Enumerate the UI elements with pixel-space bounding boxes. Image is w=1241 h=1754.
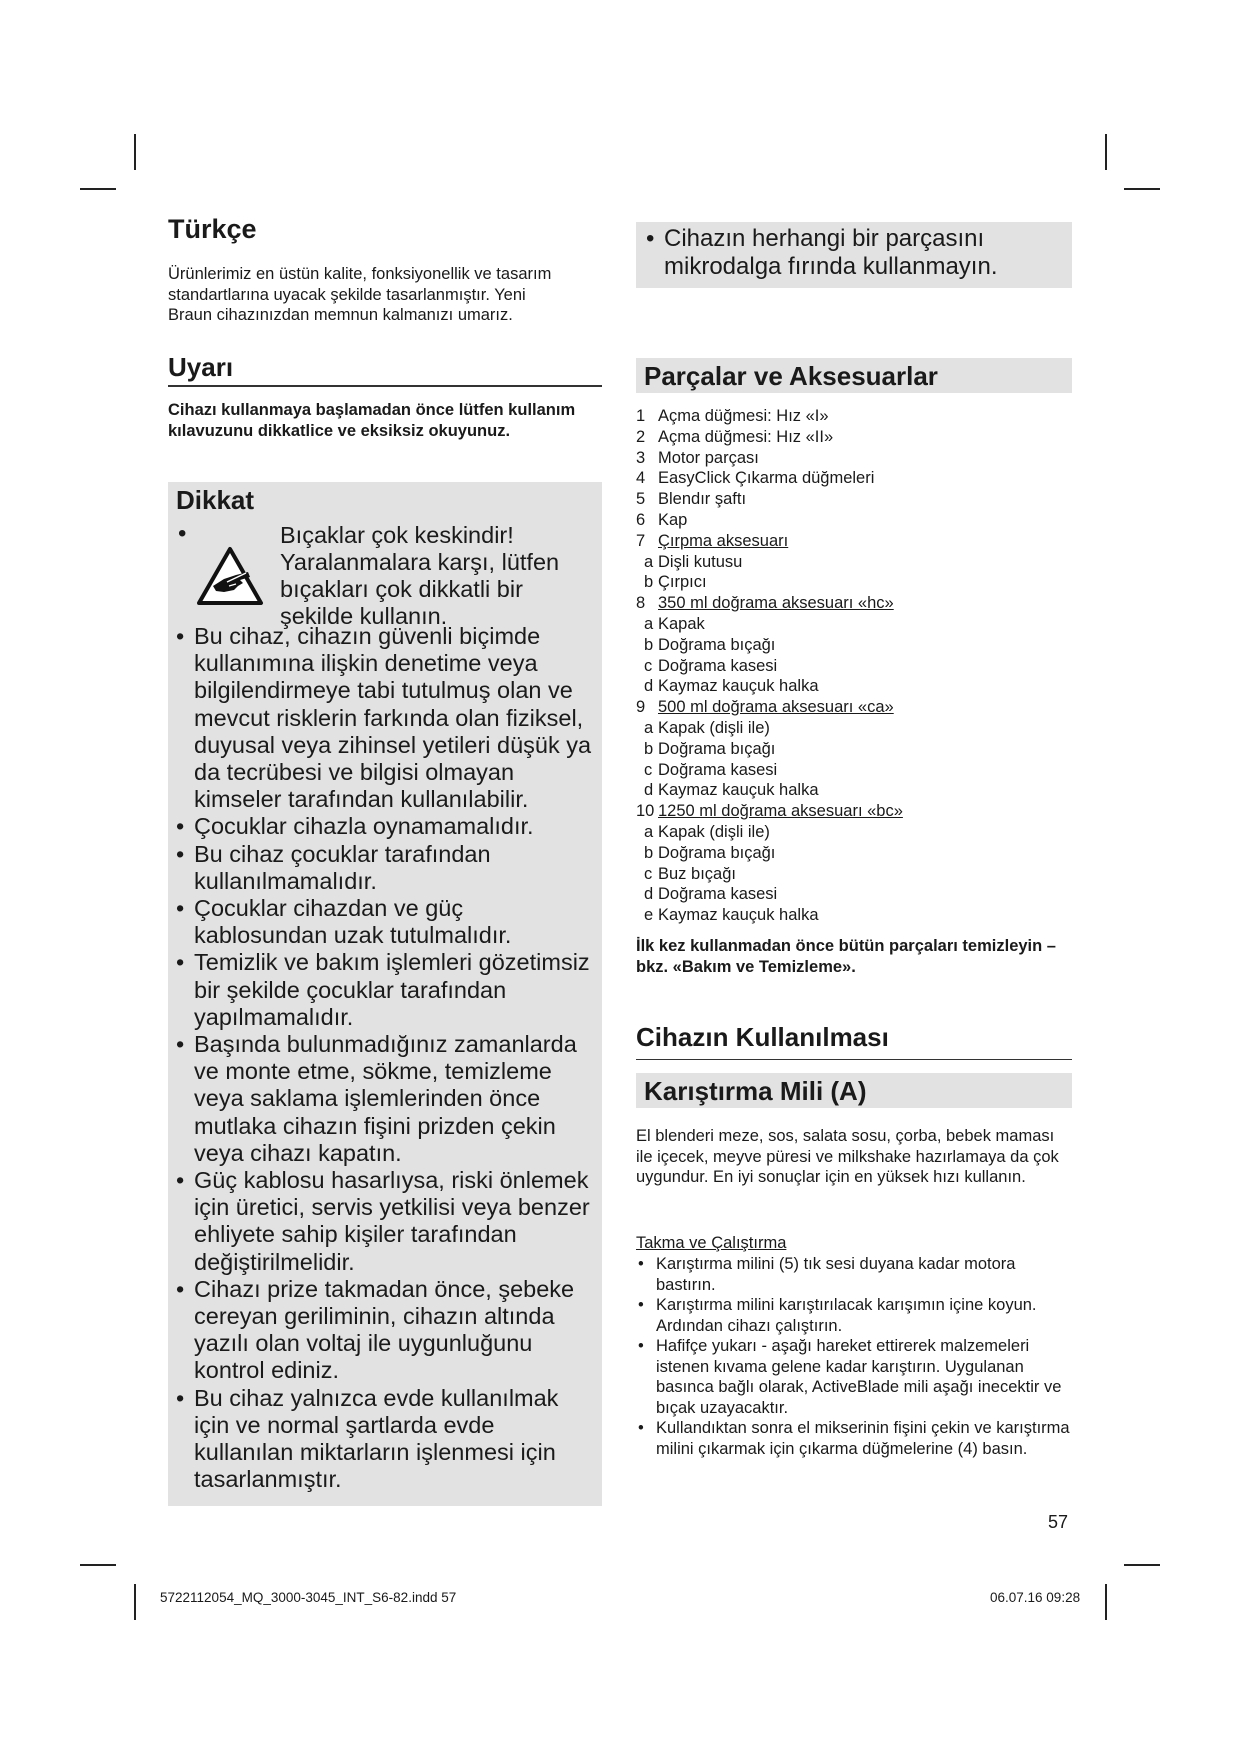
parts-list-item <box>636 552 1076 573</box>
part-label: Kapak (dişli ile) <box>658 822 770 841</box>
parts-list-item <box>636 572 1076 593</box>
microwave-note: • Cihazın herhangi bir parçasını mikrodalga fırında kullanmayın. <box>642 225 1084 281</box>
part-label: Açma düğmesi: Hız «I» <box>658 407 829 425</box>
crop-mark <box>134 1584 136 1620</box>
part-label: EasyClick Çıkarma düğmeleri <box>658 469 875 488</box>
crop-mark <box>1105 1584 1107 1620</box>
parts-list-item <box>636 884 1076 905</box>
parts-list-item <box>636 801 1076 822</box>
crop-mark <box>80 188 116 190</box>
parts-list-item <box>636 739 1076 760</box>
part-number: 5 <box>636 490 646 509</box>
part-label: Kapak <box>658 614 705 633</box>
part-label: Kaymaz kauçuk halka <box>658 781 819 800</box>
assembly-steps <box>636 1254 1072 1459</box>
parts-list-item <box>636 822 1076 843</box>
part-label: Doğrama bıçağı <box>658 739 776 758</box>
part-number: e <box>644 906 654 925</box>
parts-list-item <box>636 406 1076 427</box>
list-item: • Cihazı prize takmadan önce, şebeke cereyan geriliminin, cihazın altında yazılı olan voltaj ile uygunluğunu kontrol ediniz. <box>174 1276 596 1385</box>
parts-list-item <box>636 676 1076 697</box>
parts-list-item <box>636 656 1076 677</box>
parts-list-item <box>636 718 1076 739</box>
parts-list-item <box>636 697 1076 718</box>
part-number: 8 <box>636 594 646 613</box>
part-number: 1 <box>636 407 646 425</box>
usage-title: Cihazın Kullanılması <box>636 1022 1072 1060</box>
part-number: d <box>644 677 654 696</box>
part-number: a <box>644 614 654 633</box>
part-label: Buz bıçağı <box>658 864 736 883</box>
part-number: 3 <box>636 448 646 467</box>
parts-list-item <box>636 510 1076 531</box>
parts-list-item <box>636 635 1076 656</box>
list-item: • Bu cihaz, cihazın güvenli biçimde kullanımına ilişkin denetime veya bilgilendirmeye tabi tutulmuş olan ve mevcut risklerin farkında olan fiziksel, duyusal veya zihinsel yetileri düşük ya da tecrübesi ve bilgisi olmayan kimseler tarafından kullanılabilir. <box>174 623 596 813</box>
part-number: a <box>644 552 654 571</box>
part-number: c <box>644 864 653 883</box>
parts-list-item <box>636 427 1076 448</box>
parts-list-item <box>636 780 1076 801</box>
intro-text: Ürünlerimiz en üstün kalite, fonksiyonellik ve tasarım standartlarına uyacak şekilde tasarlanmıştır. Yeni Braun cihazınızdan memnun kalmanızı umarız. <box>168 265 552 324</box>
part-label: 350 ml doğrama aksesuarı «hc» <box>658 594 894 613</box>
crop-mark <box>1124 1564 1160 1566</box>
part-label: Doğrama kasesi <box>658 760 778 779</box>
part-number: c <box>644 656 653 675</box>
list-item: • Kullandıktan sonra el mikserinin fişini çekin ve karıştırma milini çıkarmak için çıkarma düğmelerine (4) basın. <box>636 1418 1072 1459</box>
part-label: Doğrama bıçağı <box>658 635 776 654</box>
part-number: b <box>644 635 654 654</box>
microwave-note-box <box>636 222 1072 288</box>
part-label: Kapak (dişli ile) <box>658 718 770 737</box>
parts-list-item <box>636 448 1076 469</box>
part-number: b <box>644 739 654 758</box>
parts-list <box>636 406 1076 926</box>
bullet: • <box>178 520 187 547</box>
parts-heading-box <box>636 358 1072 393</box>
part-label: Çırpıcı <box>658 573 707 592</box>
crop-mark <box>80 1564 116 1566</box>
page-number: 57 <box>1048 1512 1069 1532</box>
part-label: 500 ml doğrama aksesuarı «ca» <box>658 698 894 717</box>
list-item: • Bu cihaz yalnızca evde kullanılmak için ve normal şartlarda evde kullanılan miktarların işlenmesi için tasarlanmıştır. <box>174 1385 596 1494</box>
parts-title: Parçalar ve Aksesuarlar <box>644 361 938 391</box>
part-label: Açma düğmesi: Hız «II» <box>658 427 834 446</box>
part-label: Motor parçası <box>658 448 759 467</box>
list-item: • Başında bulunmadığınız zamanlarda ve monte etme, sökme, temizleme veya saklama işlemlerinden önce mutlaka cihazın fişini prizden çekin veya cihazı kapatın. <box>174 1031 596 1167</box>
parts-list-item <box>636 905 1076 926</box>
part-number: 2 <box>636 427 646 446</box>
footer-file: 5722112054_MQ_3000-3045_INT_S6-82.indd 57 <box>160 1590 457 1605</box>
language-title: Türkçe <box>168 214 257 244</box>
list-item: • Çocuklar cihazla oynamamalıdır. <box>174 813 596 840</box>
parts-list-item <box>636 864 1076 885</box>
list-item: • Bu cihaz çocuklar tarafından kullanılmamalıdır. <box>174 841 596 895</box>
part-number: 4 <box>636 469 646 488</box>
part-label: Dişli kutusu <box>658 552 743 571</box>
blade-warning-text: Bıçaklar çok keskindir! Yaralanmalara karşı, lütfen bıçakları çok dikkatli bir şekilde kullanın. <box>280 522 560 629</box>
parts-list-item <box>636 489 1076 510</box>
warning-text: Cihazı kullanmaya başlamadan önce lütfen kullanım kılavuzunu dikkatlice ve eksiksiz okuyunuz. <box>168 401 576 440</box>
list-item: • Karıştırma milini karıştırılacak karışımın içine koyun. Ardından cihazı çalıştırın. <box>636 1295 1072 1336</box>
part-label: Doğrama kasesi <box>658 885 778 904</box>
parts-list-item <box>636 468 1076 489</box>
part-number: a <box>644 718 654 737</box>
crop-mark <box>1124 188 1160 190</box>
mixer-title: Karıştırma Mili (A) <box>644 1076 867 1106</box>
list-item: • Hafifçe yukarı - aşağı hareket ettirerek malzemeleri istenen kıvama gelene kadar karıştırın. Uygulanan basınca bağlı olarak, ActiveBlade mili aşağı inecektir ve bıçak uzayacaktır. <box>636 1336 1072 1418</box>
cleaning-note: İlk kez kullanmadan önce bütün parçaları temizleyin – bkz. «Bakım ve Temizleme». <box>636 937 1056 976</box>
parts-list-item <box>636 614 1076 635</box>
part-label: Blendır şaftı <box>658 490 747 509</box>
mixer-heading-box <box>636 1073 1072 1108</box>
warning-heading: Uyarı <box>168 352 602 387</box>
part-label: Çırpma aksesuarı <box>658 531 789 550</box>
parts-list-item <box>636 843 1076 864</box>
caution-box <box>168 482 602 1506</box>
caution-title: Dikkat <box>176 485 255 515</box>
part-number: 10 <box>636 802 655 821</box>
mixer-intro: El blenderi meze, sos, salata sosu, çorba, bebek maması ile içecek, meyve püresi ve milkshake hazırlamaya da çok uygundur. En iyi sonuçlar için en yüksek hızı kullanın. <box>636 1127 1059 1186</box>
part-number: b <box>644 843 654 862</box>
caution-list <box>174 623 596 1494</box>
part-label: Kap <box>658 510 688 529</box>
footer-date: 06.07.16 09:28 <box>990 1590 1081 1605</box>
crop-mark <box>134 134 136 170</box>
list-item: • Çocuklar cihazdan ve güç kablosundan uzak tutulmalıdır. <box>174 895 596 949</box>
assembly-title: Takma ve Çalıştırma <box>636 1234 787 1252</box>
parts-list-item <box>636 593 1076 614</box>
part-number: c <box>644 760 653 779</box>
part-label: Kaymaz kauçuk halka <box>658 906 819 925</box>
part-number: d <box>644 781 654 800</box>
crop-mark <box>1105 134 1107 170</box>
parts-list-item <box>636 760 1076 781</box>
parts-list-item <box>636 531 1076 552</box>
part-number: 7 <box>636 531 646 550</box>
part-label: Doğrama kasesi <box>658 656 778 675</box>
part-number: 6 <box>636 510 646 529</box>
sharp-blade-warning-icon <box>196 546 264 606</box>
part-number: 9 <box>636 698 646 717</box>
part-label: Kaymaz kauçuk halka <box>658 677 819 696</box>
list-item: • Güç kablosu hasarlıysa, riski önlemek için üretici, servis yetkilisi veya benzer ehliyete sahip kişiler tarafından değiştirilmelidir. <box>174 1167 596 1276</box>
part-number: a <box>644 822 654 841</box>
part-label: 1250 ml doğrama aksesuarı «bc» <box>658 802 903 821</box>
part-number: b <box>644 573 654 592</box>
part-label: Doğrama bıçağı <box>658 843 776 862</box>
list-item: • Karıştırma milini (5) tık sesi duyana kadar motora bastırın. <box>636 1254 1072 1295</box>
list-item: • Temizlik ve bakım işlemleri gözetimsiz bir şekilde çocuklar tarafından yapılmamalıdır. <box>174 949 596 1031</box>
part-number: d <box>644 885 654 904</box>
